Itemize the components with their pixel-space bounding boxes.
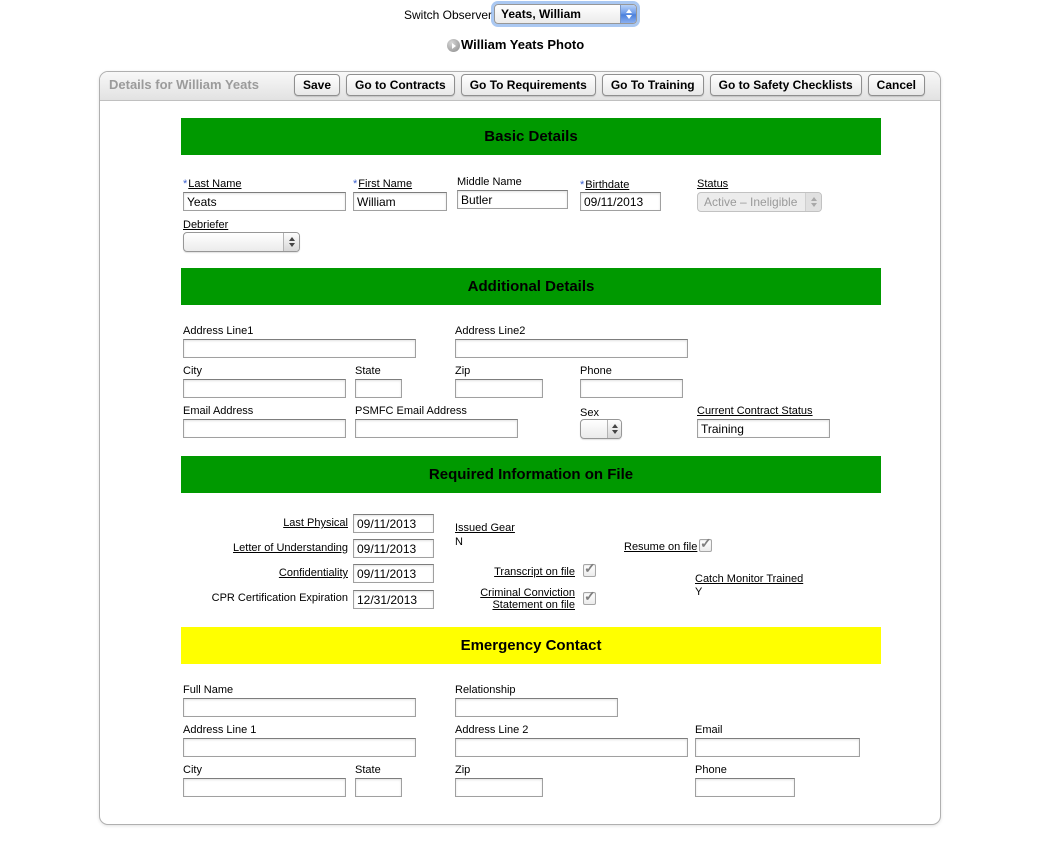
ec-zip-label: Zip	[455, 764, 471, 776]
last-name-label-text: Last Name	[188, 178, 242, 190]
state-label: State	[355, 365, 381, 377]
disclosure-arrow-icon	[452, 43, 456, 49]
transcript-on-file-checkbox	[583, 560, 596, 577]
city-label: City	[183, 365, 202, 377]
middle-name-input[interactable]	[457, 190, 568, 209]
catch-monitor-trained-label[interactable]: Catch Monitor Trained	[695, 573, 804, 585]
last-name-input[interactable]	[183, 192, 346, 211]
ec-city-input[interactable]	[183, 778, 346, 797]
select-arrows-icon	[607, 420, 621, 438]
status-label[interactable]: Status	[697, 178, 729, 190]
checkmark-icon: ✓	[700, 535, 712, 551]
birthdate-label-text: Birthdate	[585, 179, 630, 191]
issued-gear-value: N	[455, 536, 463, 548]
arrow-up-icon	[289, 237, 295, 241]
ec-email-input[interactable]	[695, 738, 860, 757]
arrow-up-icon	[612, 424, 618, 428]
switch-observer-label: Switch Observer	[404, 8, 493, 22]
section-emergency-contact: Emergency Contact	[181, 627, 881, 664]
section-basic-details: Basic Details	[181, 118, 881, 155]
debriefer-label[interactable]: Debriefer	[183, 219, 229, 231]
city-input[interactable]	[183, 379, 346, 398]
required-asterisk: *	[353, 178, 358, 190]
ec-state-label: State	[355, 764, 381, 776]
sex-label: Sex	[580, 407, 599, 419]
sex-select[interactable]	[580, 419, 622, 439]
birthdate-label[interactable]	[580, 179, 629, 192]
zip-input[interactable]	[455, 379, 543, 398]
go-to-requirements-button[interactable]: Go To Requirements	[461, 74, 596, 96]
letter-of-understanding-input[interactable]	[353, 539, 434, 558]
select-arrows-icon	[805, 193, 821, 211]
ec-full-name-label: Full Name	[183, 684, 234, 696]
ec-full-name-input[interactable]	[183, 698, 416, 717]
state-input[interactable]	[355, 379, 402, 398]
ec-address-line1-input[interactable]	[183, 738, 416, 757]
last-name-label[interactable]	[183, 178, 241, 191]
switch-observer-select[interactable]	[494, 4, 637, 24]
address-line1-input[interactable]	[183, 339, 416, 358]
address-line2-input[interactable]	[455, 339, 688, 358]
address-line1-label: Address Line1	[183, 325, 254, 337]
first-name-label-text: First Name	[358, 178, 413, 190]
section-additional-details: Additional Details	[181, 268, 881, 305]
email-address-label: Email Address	[183, 405, 254, 417]
ec-address-line2-input[interactable]	[455, 738, 688, 757]
go-to-contracts-button[interactable]: Go to Contracts	[346, 74, 455, 96]
cancel-button[interactable]: Cancel	[868, 74, 925, 96]
switch-observer-value: Yeats, William	[501, 7, 581, 21]
checkmark-icon: ✓	[584, 560, 596, 576]
first-name-input[interactable]	[353, 192, 447, 211]
required-asterisk: *	[183, 178, 188, 190]
ec-address-line1-label: Address Line 1	[183, 724, 257, 736]
psmfc-email-input[interactable]	[355, 419, 518, 438]
toolbar-buttons	[294, 74, 925, 96]
go-to-safety-checklists-button[interactable]: Go to Safety Checklists	[710, 74, 862, 96]
section-required-information: Required Information on File	[181, 456, 881, 493]
status-select	[697, 192, 822, 212]
current-contract-status-label[interactable]: Current Contract Status	[697, 405, 813, 417]
ec-phone-input[interactable]	[695, 778, 795, 797]
photo-disclosure-icon[interactable]	[447, 39, 460, 52]
confidentiality-label[interactable]: Confidentiality	[278, 567, 348, 579]
phone-input[interactable]	[580, 379, 683, 398]
first-name-label[interactable]	[353, 178, 412, 191]
email-address-input[interactable]	[183, 419, 346, 438]
ec-relationship-input[interactable]	[455, 698, 618, 717]
address-line2-label: Address Line2	[455, 325, 526, 337]
ec-address-line2-label: Address Line 2	[455, 724, 529, 736]
arrow-up-icon	[626, 9, 632, 13]
cpr-certification-expiration-label: CPR Certification Expiration	[211, 592, 348, 604]
psmfc-email-label: PSMFC Email Address	[355, 405, 467, 417]
criminal-conviction-checkbox	[583, 588, 596, 605]
resume-on-file-label[interactable]: Resume on file	[624, 541, 698, 553]
panel-title: Details for William Yeats	[109, 77, 259, 92]
status-value: Active – Ineligible	[704, 195, 798, 209]
transcript-on-file-label[interactable]: Transcript on file	[494, 566, 575, 578]
checkmark-icon: ✓	[584, 588, 596, 604]
ec-email-label: Email	[695, 724, 723, 736]
current-contract-status-input[interactable]	[697, 419, 830, 438]
criminal-conviction-label-line1[interactable]: Criminal Conviction	[480, 587, 575, 599]
select-arrows-icon	[283, 233, 299, 251]
arrow-down-icon	[811, 203, 817, 207]
debriefer-select[interactable]	[183, 232, 300, 252]
ec-city-label: City	[183, 764, 202, 776]
arrow-down-icon	[289, 243, 295, 247]
cpr-certification-expiration-input[interactable]	[353, 590, 434, 609]
go-to-training-button[interactable]: Go To Training	[602, 74, 704, 96]
ec-phone-label: Phone	[695, 764, 727, 776]
arrow-down-icon	[626, 15, 632, 19]
ec-relationship-label: Relationship	[455, 684, 516, 696]
catch-monitor-trained-value: Y	[695, 586, 703, 598]
birthdate-input[interactable]	[580, 192, 661, 211]
zip-label: Zip	[455, 365, 471, 377]
select-arrows-icon	[620, 5, 636, 23]
required-asterisk: *	[580, 179, 585, 191]
phone-label: Phone	[580, 365, 612, 377]
photo-link[interactable]: William Yeats Photo	[461, 37, 585, 52]
last-physical-input[interactable]	[353, 514, 434, 533]
arrow-up-icon	[811, 197, 817, 201]
criminal-conviction-label-line2[interactable]: Statement on file	[492, 599, 575, 611]
save-button[interactable]: Save	[294, 74, 340, 96]
ec-state-input[interactable]	[355, 778, 402, 797]
middle-name-label: Middle Name	[457, 176, 522, 188]
confidentiality-input[interactable]	[353, 564, 434, 583]
arrow-down-icon	[612, 430, 618, 434]
ec-zip-input[interactable]	[455, 778, 543, 797]
last-physical-label[interactable]: Last Physical	[283, 517, 348, 529]
letter-of-understanding-label[interactable]: Letter of Understanding	[233, 542, 348, 554]
resume-on-file-checkbox	[699, 535, 712, 552]
issued-gear-label[interactable]: Issued Gear	[455, 522, 515, 534]
